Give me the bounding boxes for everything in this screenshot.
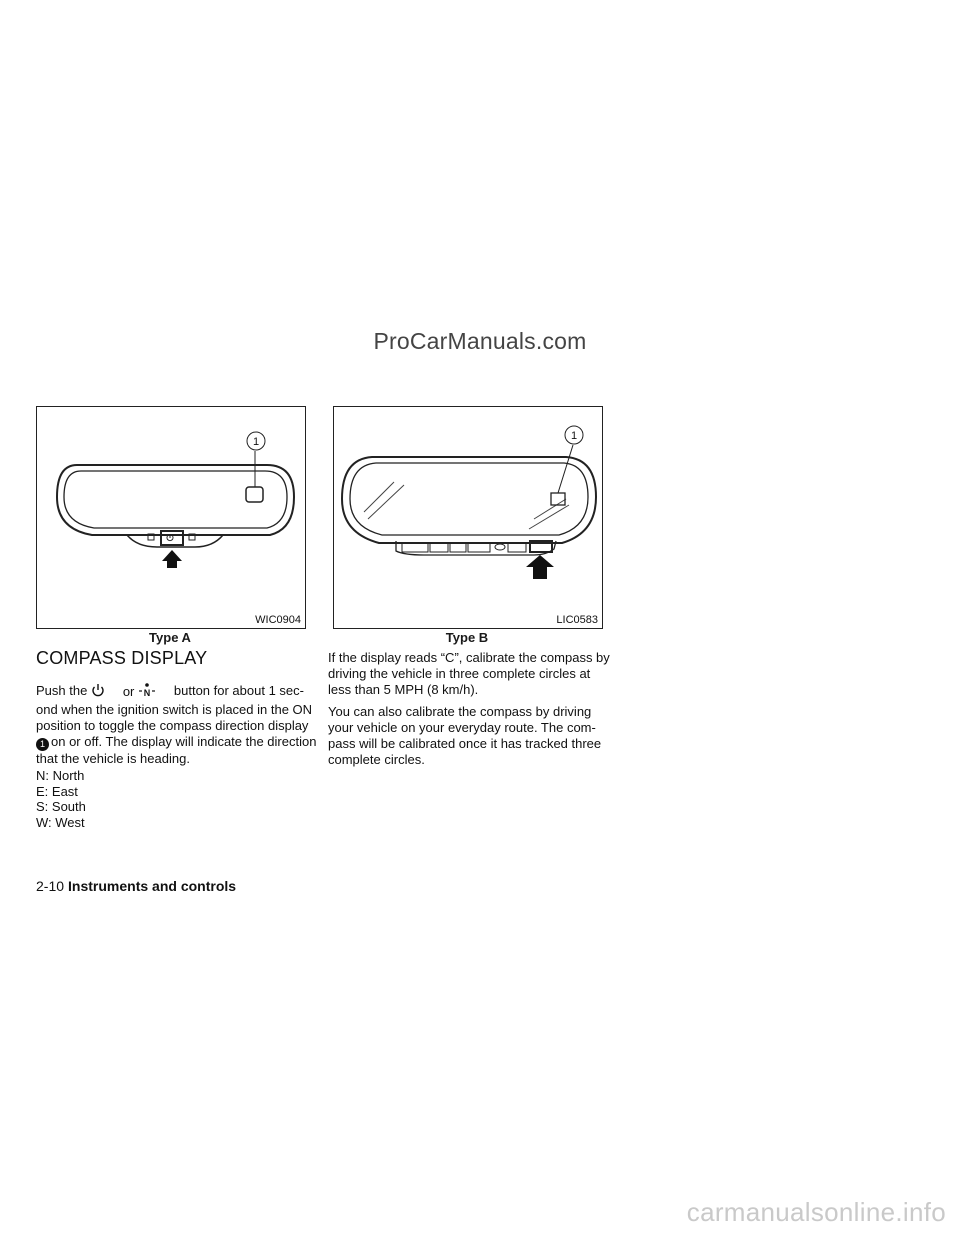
paragraph-line: pass will be calibrated once it has tracked three: [328, 736, 602, 751]
figure-code: WIC0904: [255, 614, 301, 626]
page-footer: [36, 878, 236, 894]
callout-1-icon: [334, 407, 602, 628]
callout-label: 1: [252, 436, 260, 448]
direction-item: E: East: [36, 783, 78, 799]
paragraph-line: less than 5 MPH (8 km/h).: [328, 682, 479, 697]
route-calibration-paragraph: [328, 704, 602, 768]
figure-type-b: [333, 406, 603, 629]
section-heading: COMPASS DISPLAY: [36, 648, 208, 668]
direction-list: [36, 768, 86, 830]
power-icon: [91, 683, 105, 701]
text-fragment: button for about 1 sec-: [173, 683, 304, 698]
text-fragment: Push the: [36, 683, 88, 698]
figure-caption: Type B: [445, 630, 489, 645]
text-fragment: on or off. The display will indicate the direction: [51, 734, 317, 749]
direction-item: N: North: [36, 768, 85, 783]
text-fragment: or: [122, 684, 135, 699]
paragraph-line: position to toggle the compass direction display: [36, 718, 309, 733]
direction-item: W: West: [36, 814, 85, 830]
footer-watermark: carmanualsonline.info: [686, 1197, 946, 1227]
paragraph-line: that the vehicle is heading.: [36, 751, 190, 766]
figure-type-a: [36, 406, 306, 629]
paragraph-line: driving the vehicle in three complete circles at: [328, 666, 591, 681]
paragraph-line: ond when the ignition switch is placed in the ON: [36, 702, 313, 717]
paragraph-line: [36, 683, 304, 702]
svg-text:N: N: [143, 688, 151, 698]
header-watermark: ProCarManuals.com: [373, 328, 587, 354]
callout-1-icon: [37, 407, 305, 628]
compass-instructions: [36, 683, 317, 767]
paragraph-line: complete circles.: [328, 752, 425, 767]
page-number: 2-10: [36, 878, 65, 894]
figure-code: LIC0583: [556, 614, 598, 626]
section-title: Instruments and controls: [68, 878, 237, 894]
direction-item: S: South: [36, 799, 86, 814]
calibration-paragraph: [328, 650, 610, 698]
figure-caption: Type A: [149, 630, 191, 645]
paragraph-line: [36, 734, 317, 751]
paragraph-line: If the display reads “C”, calibrate the compass by: [328, 650, 610, 665]
compass-icon: [138, 683, 156, 702]
callout-marker-icon: 1: [36, 738, 49, 751]
paragraph-line: your vehicle on your everyday route. The com-: [328, 720, 596, 735]
callout-label: 1: [570, 430, 578, 442]
paragraph-line: You can also calibrate the compass by driving: [328, 704, 592, 719]
